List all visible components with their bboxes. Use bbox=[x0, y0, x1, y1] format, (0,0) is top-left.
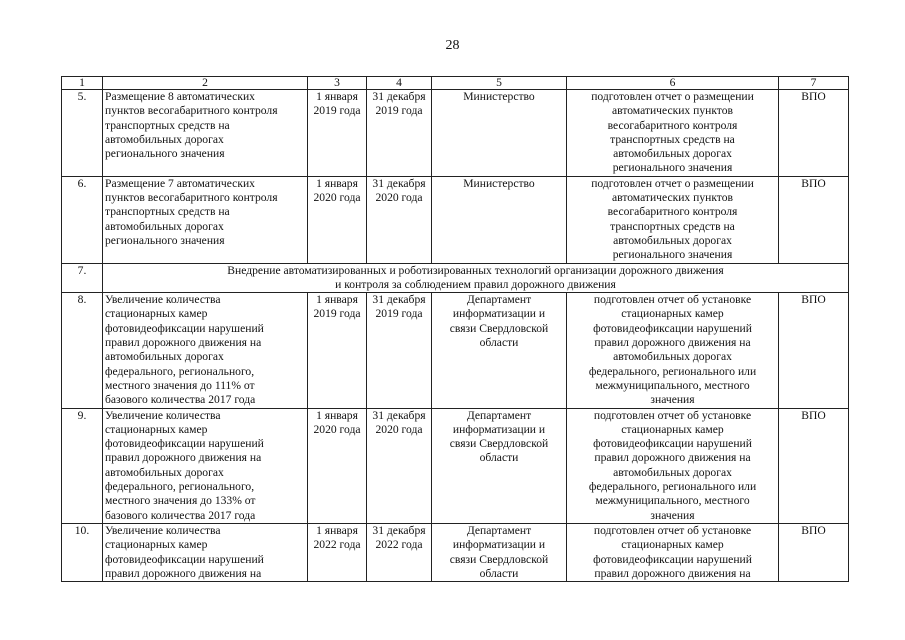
cell-line: 2020 года bbox=[375, 191, 423, 205]
result-description bbox=[567, 90, 779, 177]
cell-line: 2022 года bbox=[313, 538, 361, 552]
executor bbox=[432, 523, 567, 581]
cell-line: местного значения до 133% от bbox=[105, 494, 256, 508]
column-number: 3 bbox=[308, 77, 367, 90]
cell-line: весогабаритного контроля bbox=[607, 118, 738, 132]
cell-line: связи Свердловской bbox=[449, 437, 549, 451]
cell-line: фотовидеофиксации нарушений bbox=[593, 552, 752, 566]
end-date bbox=[367, 523, 432, 581]
cell-line: стационарных камер bbox=[621, 422, 724, 436]
result-type: ВПО bbox=[779, 90, 849, 177]
cell-line: фотовидеофиксации нарушений bbox=[105, 552, 264, 566]
cell-line: федерального, регионального, bbox=[105, 480, 255, 494]
cell-line: и контроля за соблюдением правил дорожного движения bbox=[335, 277, 616, 291]
cell-line: весогабаритного контроля bbox=[607, 205, 738, 219]
cell-line: значения bbox=[650, 508, 695, 522]
end-date bbox=[367, 90, 432, 177]
cell-line: области bbox=[479, 566, 519, 580]
cell-line: подготовлен отчет об установке bbox=[593, 293, 752, 307]
cell-line: подготовлен отчет об установке bbox=[593, 523, 752, 537]
executor bbox=[432, 176, 567, 263]
cell-line: правил дорожного движения на bbox=[594, 336, 751, 350]
table-row bbox=[62, 90, 849, 177]
row-number: 6. bbox=[62, 176, 103, 263]
cell-line: автомобильных дорогах bbox=[613, 147, 732, 161]
end-date bbox=[367, 408, 432, 523]
executor bbox=[432, 408, 567, 523]
measure-description bbox=[103, 176, 308, 263]
column-number: 4 bbox=[367, 77, 432, 90]
cell-line: федерального, регионального или bbox=[588, 480, 757, 494]
cell-line: Размещение 7 автоматических bbox=[105, 176, 255, 190]
cell-line: 2019 года bbox=[375, 104, 423, 118]
cell-line: 1 января bbox=[316, 90, 358, 103]
cell-line: базового количества 2017 года bbox=[105, 508, 256, 522]
start-date bbox=[308, 90, 367, 177]
cell-line: связи Свердловской bbox=[449, 321, 549, 335]
result-description bbox=[567, 176, 779, 263]
table-row bbox=[62, 176, 849, 263]
row-number: 8. bbox=[62, 293, 103, 408]
cell-line: регионального значения bbox=[612, 248, 733, 262]
cell-line: 2019 года bbox=[375, 307, 423, 321]
row-number: 5. bbox=[62, 90, 103, 177]
cell-line: автоматических пунктов bbox=[611, 191, 733, 205]
cell-line: связи Свердловской bbox=[449, 552, 549, 566]
result-type: ВПО bbox=[779, 176, 849, 263]
cell-line: стационарных камер bbox=[105, 307, 208, 321]
start-date bbox=[308, 523, 367, 581]
cell-line: 2022 года bbox=[375, 538, 423, 552]
cell-line: правил дорожного движения на bbox=[594, 451, 751, 465]
result-type: ВПО bbox=[779, 408, 849, 523]
cell-line: 1 января bbox=[316, 176, 358, 190]
column-number: 7 bbox=[779, 77, 849, 90]
cell-line: подготовлен отчет об установке bbox=[593, 408, 752, 422]
end-date bbox=[367, 176, 432, 263]
cell-line: 31 декабря bbox=[372, 408, 426, 422]
cell-line: межмуниципального, местного bbox=[595, 378, 750, 392]
cell-line: 2020 года bbox=[375, 422, 423, 436]
column-number: 5 bbox=[432, 77, 567, 90]
cell-line: фотовидеофиксации нарушений bbox=[105, 437, 264, 451]
cell-line: Департамент bbox=[466, 523, 532, 537]
cell-line: базового количества 2017 года bbox=[105, 393, 256, 407]
cell-line: стационарных камер bbox=[621, 538, 724, 552]
cell-line: правил дорожного движения на bbox=[105, 336, 262, 350]
cell-line: Увеличение количества bbox=[105, 408, 221, 422]
cell-line: области bbox=[479, 336, 519, 350]
cell-line: 2020 года bbox=[313, 422, 361, 436]
start-date bbox=[308, 176, 367, 263]
cell-line: области bbox=[479, 451, 519, 465]
measure-description bbox=[103, 408, 308, 523]
column-number: 1 bbox=[62, 77, 103, 90]
cell-line: 31 декабря bbox=[372, 90, 426, 103]
cell-line: 2019 года bbox=[313, 104, 361, 118]
cell-line: Министерство bbox=[463, 176, 535, 190]
row-number: 10. bbox=[62, 523, 103, 581]
cell-line: федерального, регионального, bbox=[105, 364, 255, 378]
cell-line: значения bbox=[650, 393, 695, 407]
cell-line: автомобильных дорогах bbox=[613, 233, 732, 247]
row-number: 9. bbox=[62, 408, 103, 523]
cell-line: регионального значения bbox=[612, 161, 733, 175]
end-date bbox=[367, 293, 432, 408]
section-title bbox=[103, 263, 849, 293]
column-number: 2 bbox=[103, 77, 308, 90]
cell-line: 31 декабря bbox=[372, 523, 426, 537]
cell-line: подготовлен отчет о размещении bbox=[591, 90, 754, 103]
cell-line: стационарных камер bbox=[621, 307, 724, 321]
cell-line: 1 января bbox=[316, 408, 358, 422]
cell-line: фотовидеофиксации нарушений bbox=[593, 321, 752, 335]
result-type: ВПО bbox=[779, 523, 849, 581]
cell-line: федерального, регионального или bbox=[588, 364, 757, 378]
page-number: 28 bbox=[445, 38, 460, 53]
result-description bbox=[567, 293, 779, 408]
start-date bbox=[308, 293, 367, 408]
cell-line: стационарных камер bbox=[105, 422, 208, 436]
cell-line: регионального значения bbox=[105, 147, 225, 161]
cell-line: Размещение 8 автоматических bbox=[105, 90, 255, 103]
executor bbox=[432, 293, 567, 408]
cell-line: автомобильных дорогах bbox=[105, 465, 224, 479]
cell-line: транспортных средств на bbox=[105, 205, 230, 219]
row-number: 7. bbox=[62, 263, 103, 293]
cell-line: автомобильных дорогах bbox=[613, 350, 732, 364]
cell-line: фотовидеофиксации нарушений bbox=[593, 437, 752, 451]
cell-line: фотовидеофиксации нарушений bbox=[105, 321, 264, 335]
cell-line: автоматических пунктов bbox=[611, 104, 733, 118]
cell-line: правил дорожного движения на bbox=[105, 451, 262, 465]
cell-line: Увеличение количества bbox=[105, 293, 221, 307]
cell-line: 1 января bbox=[316, 293, 358, 307]
result-description bbox=[567, 408, 779, 523]
cell-line: пунктов весогабаритного контроля bbox=[105, 104, 278, 118]
cell-line: автомобильных дорогах bbox=[105, 219, 224, 233]
table-row bbox=[62, 523, 849, 581]
cell-line: межмуниципального, местного bbox=[595, 494, 750, 508]
cell-line: Внедрение автоматизированных и роботизированных технологий организации дорожного движения bbox=[227, 263, 724, 277]
cell-line: Министерство bbox=[463, 90, 535, 103]
cell-line: информатизации и bbox=[452, 538, 546, 552]
cell-line: подготовлен отчет о размещении bbox=[591, 176, 754, 190]
cell-line: автомобильных дорогах bbox=[105, 350, 224, 364]
cell-line: 2019 года bbox=[313, 307, 361, 321]
column-number-row bbox=[62, 77, 849, 90]
cell-line: стационарных камер bbox=[105, 538, 208, 552]
cell-line: правил дорожного движения на bbox=[105, 566, 262, 580]
column-number: 6 bbox=[567, 77, 779, 90]
cell-line: автомобильных дорогах bbox=[613, 465, 732, 479]
cell-line: транспортных средств на bbox=[105, 118, 230, 132]
table-row bbox=[62, 293, 849, 408]
result-description bbox=[567, 523, 779, 581]
cell-line: автомобильных дорогах bbox=[105, 132, 224, 146]
cell-line: информатизации и bbox=[452, 307, 546, 321]
table-row bbox=[62, 408, 849, 523]
measure-description bbox=[103, 293, 308, 408]
cell-line: транспортных средств на bbox=[610, 219, 735, 233]
table-body bbox=[62, 77, 849, 582]
cell-line: правил дорожного движения на bbox=[594, 566, 751, 580]
start-date bbox=[308, 408, 367, 523]
cell-line: 31 декабря bbox=[372, 176, 426, 190]
cell-line: Департамент bbox=[466, 408, 532, 422]
cell-line: информатизации и bbox=[452, 422, 546, 436]
measure-description bbox=[103, 523, 308, 581]
cell-line: пунктов весогабаритного контроля bbox=[105, 191, 278, 205]
cell-line: местного значения до 111% от bbox=[105, 378, 255, 392]
cell-line: регионального значения bbox=[105, 233, 225, 247]
executor bbox=[432, 90, 567, 177]
plan-table bbox=[61, 76, 849, 582]
result-type: ВПО bbox=[779, 293, 849, 408]
cell-line: 31 декабря bbox=[372, 293, 426, 307]
measure-description bbox=[103, 90, 308, 177]
section-row bbox=[62, 263, 849, 293]
cell-line: 1 января bbox=[316, 523, 358, 537]
cell-line: Департамент bbox=[466, 293, 532, 307]
cell-line: Увеличение количества bbox=[105, 523, 221, 537]
cell-line: транспортных средств на bbox=[610, 132, 735, 146]
cell-line: 2020 года bbox=[313, 191, 361, 205]
